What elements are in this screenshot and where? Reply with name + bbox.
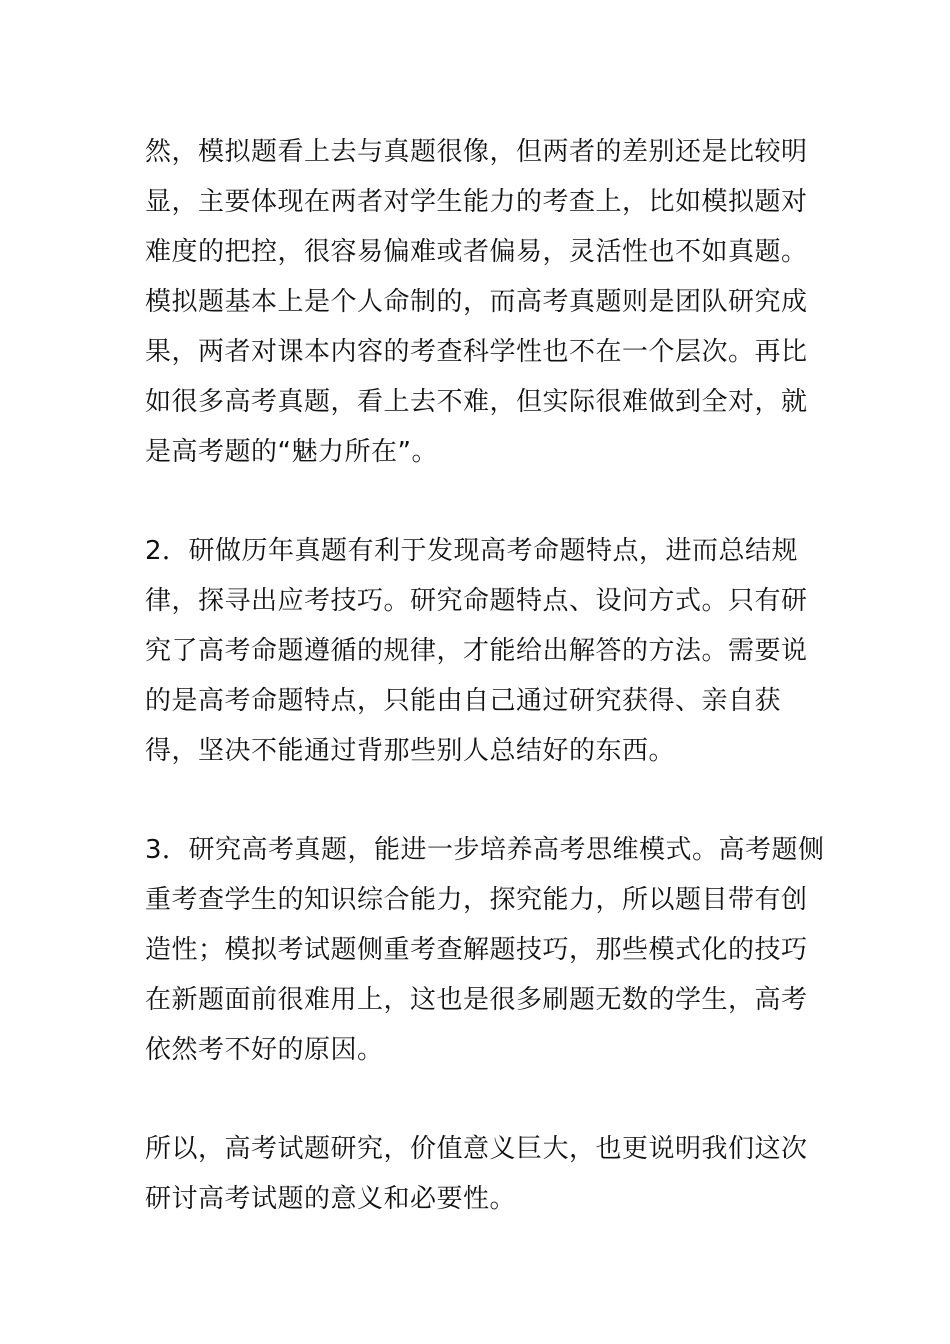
- paragraph-point-3: 3．研究高考真题，能进一步培养高考思维模式。高考题侧重考查学生的知识综合能力，探究能力，所以题目带有创造性；模拟考试题侧重考查解题技巧，那些模式化的技巧在新题面前很难用上，这也是很多刷题无数的学生，高考依然考不好的原因。: [145, 835, 825, 1065]
- paragraph-point-2: 2．研做历年真题有利于发现高考命题特点，进而总结规律，探寻出应考技巧。研究命题特点、设问方式。只有研究了高考命题遵循的规律，才能给出解答的方法。需要说的是高考命题特点，只能由自己通过研究获得、亲自获得，坚决不能通过背那些别人总结好的东西。: [145, 536, 808, 766]
- document-body: [145, 127, 825, 1224]
- paragraph-conclusion: 所以，高考试题研究，价值意义巨大，也更说明我们这次研讨高考试题的意义和必要性。: [145, 1134, 808, 1214]
- paragraph-continuation: 然，模拟题看上去与真题很像，但两者的差别还是比较明显，主要体现在两者对学生能力的考查上，比如模拟题对难度的把控，很容易偏难或者偏易，灵活性也不如真题。模拟题基本上是个人命制的，而高考真题则是团队研究成果，两者对课本内容的考查科学性也不在一个层次。再比如很多高考真题，看上去不难，但实际很难做到全对，就是高考题的“魅力所在”。: [145, 137, 808, 467]
